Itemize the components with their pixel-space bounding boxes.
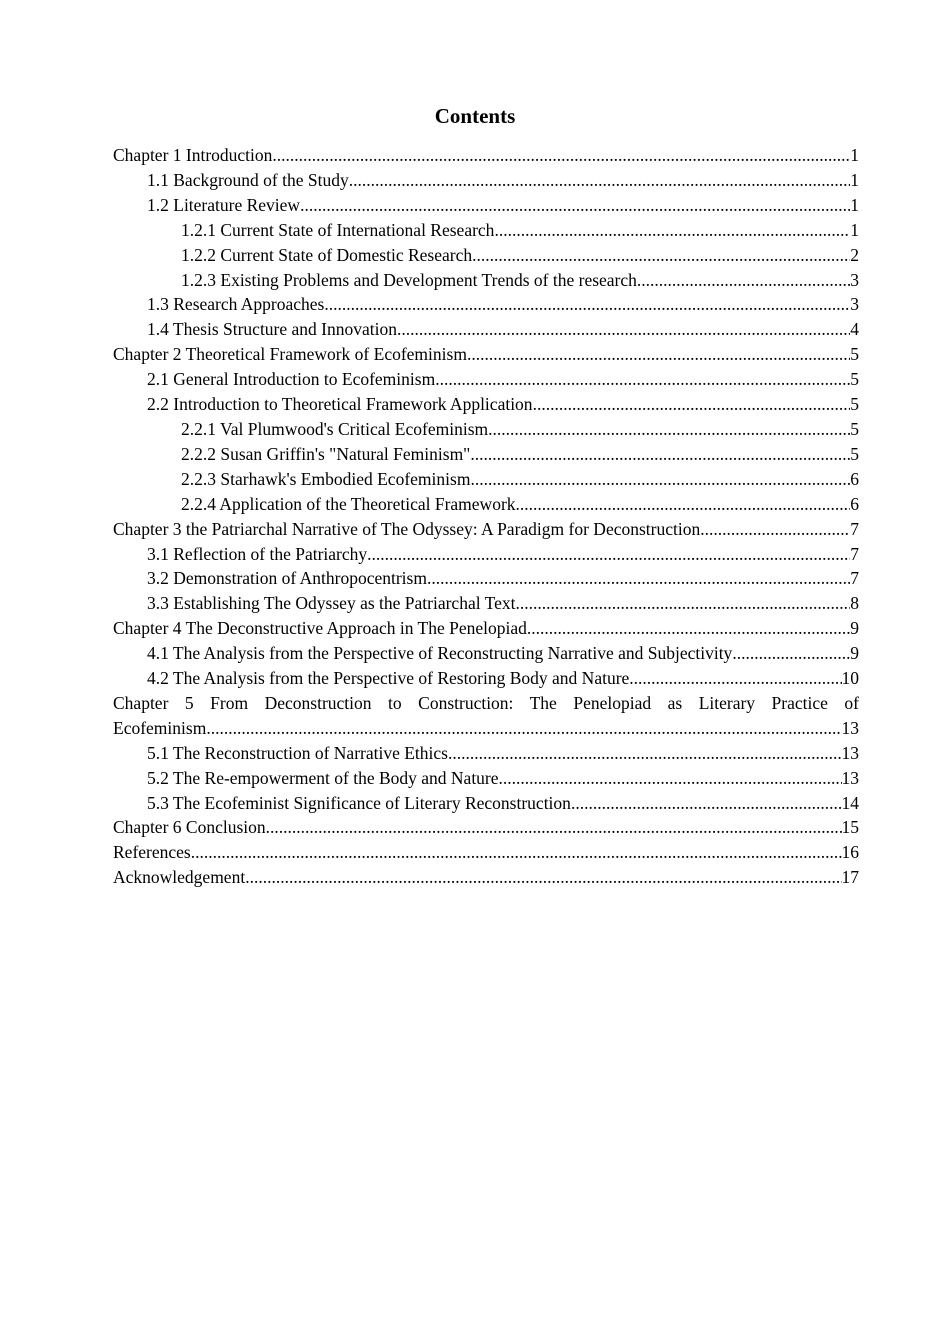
toc-entry-acknowledgement[interactable] — [113, 865, 859, 890]
toc-entry-3-2[interactable] — [113, 566, 859, 591]
dot-leader — [516, 492, 851, 517]
toc-entry-label: 2.2.1 Val Plumwood's Critical Ecofeminism — [181, 418, 489, 439]
toc-page-number: 5 — [850, 369, 859, 390]
dot-leader — [448, 741, 842, 766]
dot-leader — [427, 566, 850, 591]
toc-entry-label: Chapter 3 the Patriarchal Narrative of The Odyssey: A Paradigm for Deconstruction — [113, 518, 701, 539]
toc-page-number: 16 — [841, 842, 859, 863]
toc-entry-label: 3.3 Establishing The Odyssey as the Patriarchal Text — [147, 593, 516, 614]
toc-entry-1-2-3[interactable] — [113, 268, 859, 293]
table-of-contents — [113, 143, 859, 890]
toc-entry-label: Chapter 4 The Deconstructive Approach in The Penelopiad — [113, 618, 527, 639]
dot-leader — [732, 641, 850, 666]
dot-leader — [435, 367, 850, 392]
dot-leader — [272, 143, 850, 168]
dot-leader — [629, 666, 841, 691]
toc-page-number: 7 — [850, 518, 859, 539]
toc-entry-3-3[interactable] — [113, 591, 859, 616]
toc-entry-5-2[interactable] — [113, 766, 859, 791]
dot-leader — [515, 591, 850, 616]
toc-entry-2-2-3[interactable] — [113, 467, 859, 492]
toc-entry-label: 1.2.1 Current State of International Research — [181, 219, 495, 240]
toc-entry-4-1[interactable] — [113, 641, 859, 666]
toc-entry-label: 5.1 The Reconstruction of Narrative Ethics — [147, 742, 448, 763]
toc-page-number: 7 — [850, 568, 859, 589]
dot-leader — [467, 342, 850, 367]
dot-leader — [488, 417, 850, 442]
toc-entry-label: 1.1 Background of the Study — [147, 169, 349, 190]
toc-page-number: 9 — [850, 618, 859, 639]
toc-page-number: 4 — [850, 319, 859, 340]
toc-entry-1-2-1[interactable] — [113, 218, 859, 243]
toc-page-number: 6 — [850, 493, 859, 514]
dot-leader — [397, 317, 850, 342]
toc-entry-2-2-4[interactable] — [113, 492, 859, 517]
toc-entry-label-line-2: Ecofeminism — [113, 717, 207, 738]
toc-entry-references[interactable] — [113, 840, 859, 865]
toc-entry-label: 3.2 Demonstration of Anthropocentrism — [147, 568, 427, 589]
toc-entry-label: 4.1 The Analysis from the Perspective of Reconstructing Narrative and Subjectivity — [147, 643, 733, 664]
toc-entry-4-2[interactable] — [113, 666, 859, 691]
toc-entry-5-1[interactable] — [113, 741, 859, 766]
toc-entry-2-1[interactable] — [113, 367, 859, 392]
toc-entry-2-2[interactable] — [113, 392, 859, 417]
dot-leader — [472, 243, 850, 268]
dot-leader — [700, 517, 850, 542]
toc-entry-label: 2.2.3 Starhawk's Embodied Ecofeminism — [181, 468, 471, 489]
toc-entry-label: Chapter 2 Theoretical Framework of Ecofeminism — [113, 344, 467, 365]
dot-leader — [245, 865, 841, 890]
toc-page-number: 14 — [841, 792, 859, 813]
toc-entry-label: 1.3 Research Approaches — [147, 294, 325, 315]
toc-entry-1-4[interactable] — [113, 317, 859, 342]
toc-entry-label: Chapter 6 Conclusion — [113, 817, 266, 838]
toc-page-number: 3 — [850, 294, 859, 315]
toc-page-number: 15 — [841, 817, 859, 838]
dot-leader — [206, 716, 841, 741]
dot-leader — [191, 840, 842, 865]
page-title: Contents — [434, 104, 516, 128]
toc-entry-1-2[interactable] — [113, 193, 859, 218]
toc-entry-2-2-1[interactable] — [113, 417, 859, 442]
toc-page-number: 10 — [841, 668, 859, 689]
toc-entry-chapter-6[interactable] — [113, 815, 859, 840]
toc-entry-label: 2.2.4 Application of the Theoretical Framework — [181, 493, 516, 514]
toc-entry-3-1[interactable] — [113, 542, 859, 567]
toc-page-number: 13 — [841, 767, 859, 788]
dot-leader — [367, 542, 850, 567]
toc-entry-label: 1.2.2 Current State of Domestic Research — [181, 244, 473, 265]
dot-leader — [494, 218, 850, 243]
toc-page-number: 6 — [850, 468, 859, 489]
toc-page-number: 13 — [841, 742, 859, 763]
dot-leader — [300, 193, 850, 218]
dot-leader — [499, 766, 842, 791]
toc-entry-chapter-3[interactable] — [113, 517, 859, 542]
toc-entry-label-line-1: Chapter 5 From Deconstruction to Construction: The Penelopiad as Literary Practice of — [113, 692, 859, 713]
toc-page-number: 5 — [850, 418, 859, 439]
toc-page-number: 1 — [850, 145, 859, 165]
toc-entry-label: 5.3 The Ecofeminist Significance of Literary Reconstruction — [147, 792, 571, 813]
toc-page-number: 13 — [841, 717, 859, 738]
toc-entry-chapter-1[interactable] — [113, 143, 859, 168]
dot-leader — [349, 168, 851, 193]
dot-leader — [533, 392, 851, 417]
toc-page-number: 5 — [850, 443, 859, 464]
toc-page-number: 5 — [850, 344, 859, 365]
toc-entry-label: 2.1 General Introduction to Ecofeminism — [147, 369, 436, 390]
toc-entry-5-3[interactable] — [113, 791, 859, 816]
toc-entry-label: 1.2 Literature Review — [147, 194, 301, 215]
dot-leader — [266, 815, 842, 840]
toc-page-number: 5 — [850, 394, 859, 415]
toc-entry-chapter-2[interactable] — [113, 342, 859, 367]
dot-leader — [527, 616, 850, 641]
toc-entry-2-2-2[interactable] — [113, 442, 859, 467]
dot-leader — [470, 442, 850, 467]
toc-entry-1-3[interactable] — [113, 292, 859, 317]
toc-entry-label: Acknowledgement — [113, 867, 246, 888]
toc-entry-label: 4.2 The Analysis from the Perspective of Restoring Body and Nature — [147, 668, 630, 689]
toc-entry-label: 1.4 Thesis Structure and Innovation — [147, 319, 397, 340]
toc-page-number: 2 — [850, 244, 859, 265]
toc-entry-label: References — [113, 842, 191, 863]
toc-entry-label: 2.2 Introduction to Theoretical Framework Application — [147, 394, 533, 415]
toc-page-number: 8 — [850, 593, 859, 614]
toc-page-number: 1 — [850, 194, 859, 215]
dot-leader — [571, 791, 842, 816]
toc-page-number: 1 — [850, 219, 859, 240]
toc-entry-label: 2.2.2 Susan Griffin's "Natural Feminism" — [181, 443, 471, 464]
toc-entry-label: 1.2.3 Existing Problems and Development Trends of the research — [181, 269, 637, 290]
dot-leader — [470, 467, 850, 492]
dot-leader — [637, 268, 850, 293]
toc-page-number: 17 — [841, 867, 859, 888]
toc-entry-chapter-5[interactable] — [113, 691, 859, 741]
toc-page-number: 3 — [850, 269, 859, 290]
toc-page-number: 9 — [850, 643, 859, 664]
toc-page-number: 7 — [850, 543, 859, 564]
toc-entry-label: 5.2 The Re-empowerment of the Body and Nature — [147, 767, 499, 788]
toc-entry-1-1[interactable] — [113, 168, 859, 193]
toc-entry-1-2-2[interactable] — [113, 243, 859, 268]
toc-entry-label: Chapter 1 Introduction — [113, 145, 273, 165]
toc-entry-label: 3.1 Reflection of the Patriarchy — [147, 543, 368, 564]
dot-leader — [324, 292, 850, 317]
toc-page-number: 1 — [850, 169, 859, 190]
toc-entry-chapter-4[interactable] — [113, 616, 859, 641]
